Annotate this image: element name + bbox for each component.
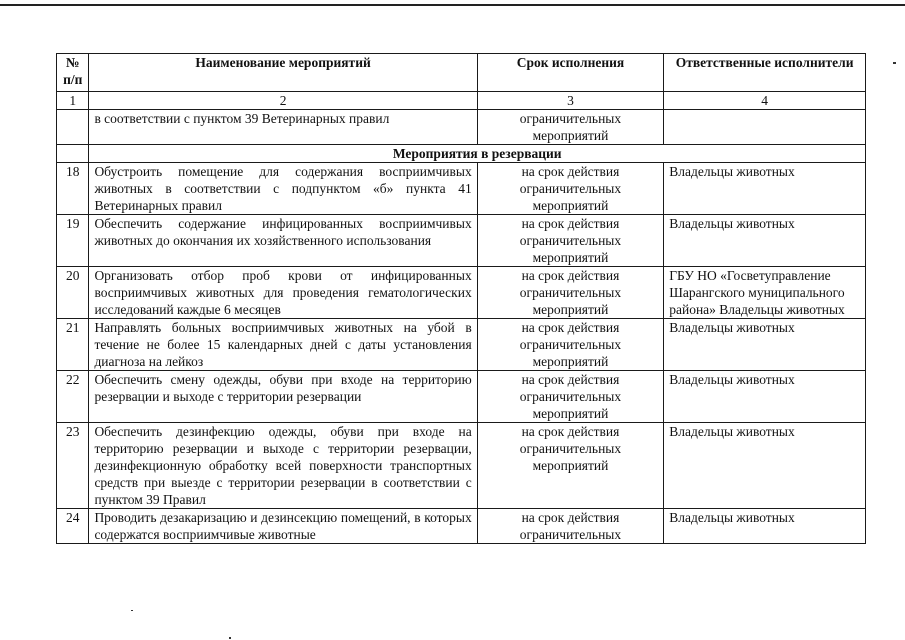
measure-name: Обеспечить дезинфекцию одежды, обуви при входе на территорию резервации и выходе с территории резервации, дезинфекционную обработку всей поверхности транспортных средств при выезде с территории резервации в соответствии с пунктом 39 Правил — [89, 423, 477, 509]
responsible: Владельцы животных — [664, 423, 866, 509]
deadline: на срок действия ограничительных мероприятий — [477, 215, 664, 267]
deadline: на срок действия ограничительных мероприятий — [477, 371, 664, 423]
responsible: Владельцы животных — [664, 163, 866, 215]
table-row — [57, 371, 866, 423]
table-row — [57, 163, 866, 215]
measure-name: Организовать отбор проб крови от инфицированных восприимчивых животных для проведения гематологических исследований каждые 6 месяцев — [89, 267, 477, 319]
column-numbers-row — [57, 92, 866, 110]
deadline: на срок действия ограничительных мероприятий — [477, 423, 664, 509]
row-number: 18 — [57, 163, 89, 215]
column-number: 2 — [89, 92, 477, 110]
table-row — [57, 267, 866, 319]
measure-name: Обеспечить смену одежды, обуви при входе на территорию резервации и выходе с территории резервации — [89, 371, 477, 423]
deadline: на срок действия ограничительных мероприятий — [477, 267, 664, 319]
table-row — [57, 423, 866, 509]
deadline: на срок действия ограничительных мероприятий — [477, 319, 664, 371]
table-row — [57, 215, 866, 267]
row-number: 20 — [57, 267, 89, 319]
table-header-row — [57, 54, 866, 92]
measures-table — [56, 53, 866, 544]
continuation-row — [57, 110, 866, 145]
section-header-row — [57, 145, 866, 163]
table-row — [57, 509, 866, 544]
column-number: 3 — [477, 92, 664, 110]
responsible: Владельцы животных — [664, 371, 866, 423]
column-number: 4 — [664, 92, 866, 110]
responsible: ГБУ НО «Госветуправление Шарангского муниципального района» Владельцы животных — [664, 267, 866, 319]
row-number — [57, 145, 89, 163]
header-responsible: Ответственные исполнители — [664, 54, 866, 92]
row-number: 23 — [57, 423, 89, 509]
deadline: на срок действия ограничительных — [477, 509, 664, 544]
measure-name: в соответствии с пунктом 39 Ветеринарных правил — [89, 110, 477, 145]
measure-name: Обеспечить содержание инфицированных восприимчивых животных до окончания их хозяйственного использования — [89, 215, 477, 267]
measure-name: Проводить дезакаризацию и дезинсекцию помещений, в которых содержатся восприимчивые животные — [89, 509, 477, 544]
responsible: Владельцы животных — [664, 509, 866, 544]
deadline: на срок действия ограничительных мероприятий — [477, 163, 664, 215]
responsible — [664, 110, 866, 145]
row-number — [57, 110, 89, 145]
measure-name: Обустроить помещение для содержания восприимчивых животных в соответствии с подпунктом «б» пункта 41 Ветеринарных правил — [89, 163, 477, 215]
section-title: Мероприятия в резервации — [89, 145, 866, 163]
row-number: 24 — [57, 509, 89, 544]
deadline: ограничительных мероприятий — [477, 110, 664, 145]
row-number: 19 — [57, 215, 89, 267]
table-row — [57, 319, 866, 371]
responsible: Владельцы животных — [664, 215, 866, 267]
column-number: 1 — [57, 92, 89, 110]
row-number: 21 — [57, 319, 89, 371]
scan-top-border — [0, 4, 905, 6]
scan-speck — [229, 637, 231, 639]
header-deadline: Срок исполнения — [477, 54, 664, 92]
measure-name: Направлять больных восприимчивых животных на убой в течение не более 15 календарных дней с даты установления диагноза на лейкоз — [89, 319, 477, 371]
responsible: Владельцы животных — [664, 319, 866, 371]
header-measure-name: Наименование мероприятий — [89, 54, 477, 92]
scan-speck — [893, 62, 896, 64]
scan-speck — [131, 610, 133, 611]
header-number: № п/п — [57, 54, 89, 92]
row-number: 22 — [57, 371, 89, 423]
